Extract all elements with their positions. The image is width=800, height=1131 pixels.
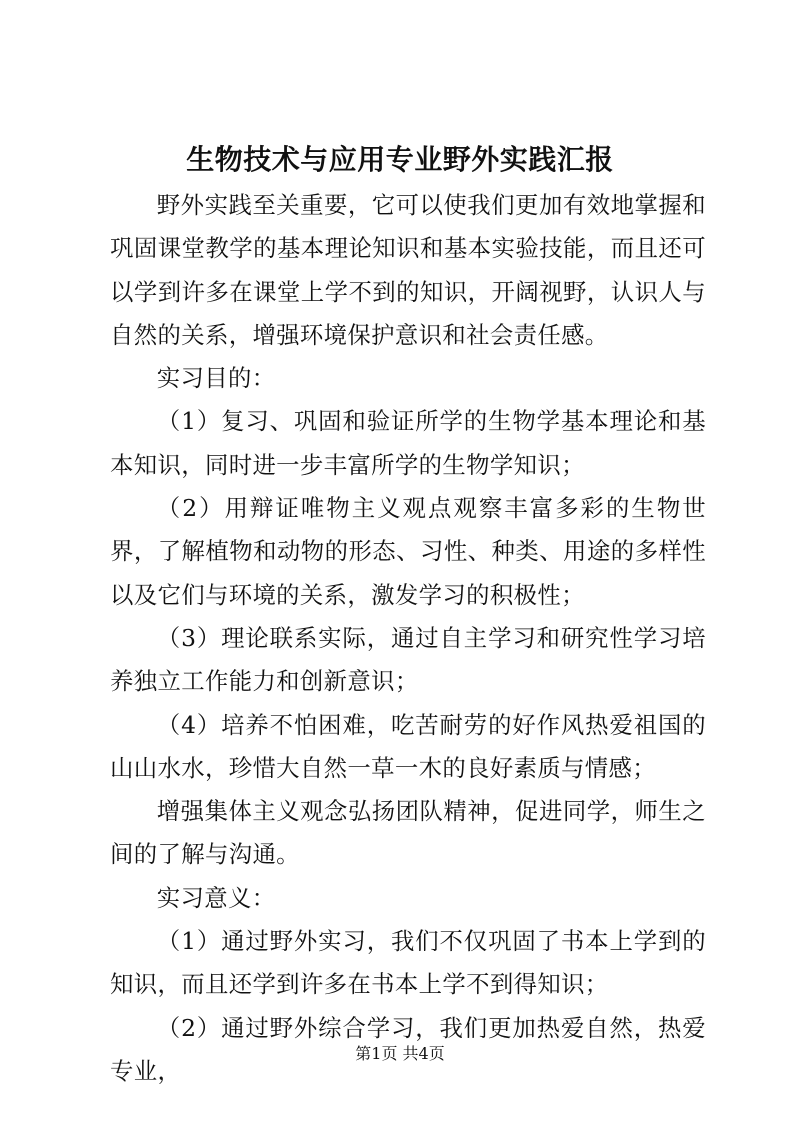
paragraph-significance-1: （1）通过野外实习，我们不仅巩固了书本上学到的知识，而且还学到许多在书本上学不到得知识； <box>110 927 706 999</box>
paragraph-goal-1: （1）复习、巩固和验证所学的生物学基本理论和基本知识，同时进一步丰富所学的生物学知识； <box>110 407 706 479</box>
paragraph-goal-3: （3）理论联系实际，通过自主学习和研究性学习培养独立工作能力和创新意识； <box>110 623 706 696</box>
document-body <box>110 184 706 1093</box>
document-title: 生物技术与应用专业野外实践汇报 <box>186 143 614 176</box>
paragraph-goal-4: （4）培养不怕困难，吃苦耐劳的好作风热爱祖国的山山水水，珍惜大自然一草一木的良好素质与情感； <box>110 710 706 782</box>
paragraph-intro: 野外实践至关重要，它可以使我们更加有效地掌握和巩固课堂教学的基本理论知识和基本实验技能，而且还可以学到许多在课堂上学不到的知识，开阔视野，认识人与自然的关系，增强环境保护意识和社会责任感。 <box>110 191 706 349</box>
paragraph-significance-2: （2）通过野外综合学习，我们更加热爱自然，热爱专业， <box>110 1013 706 1085</box>
paragraph-goal-2: （2）用辩证唯物主义观点观察丰富多彩的生物世界，了解植物和动物的形态、习性、种类、用途的多样性以及它们与环境的关系，激发学习的积极性； <box>110 494 706 609</box>
page-footer: 第1页 共4页 <box>355 1044 445 1063</box>
paragraph-significance-heading: 实习意义： <box>156 883 276 912</box>
paragraph-goals-heading: 实习目的： <box>156 364 276 393</box>
paragraph-goal-5: 增强集体主义观念弘扬团队精神，促进同学，师生之间的了解与沟通。 <box>110 797 706 869</box>
